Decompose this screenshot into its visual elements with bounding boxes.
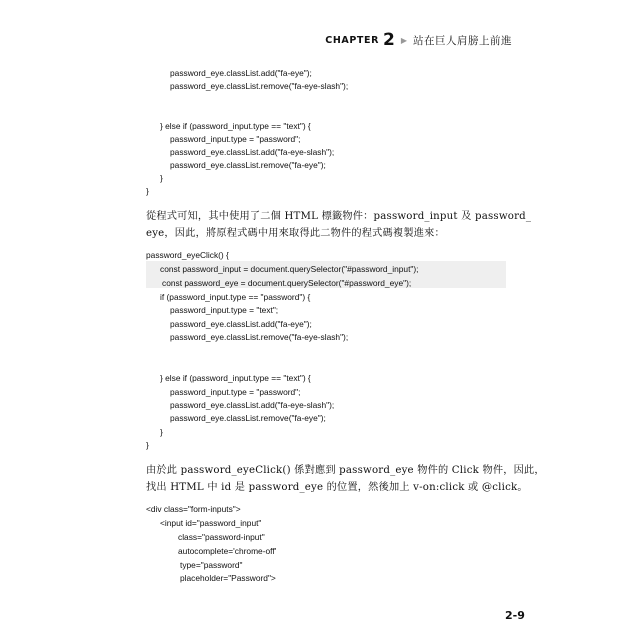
chapter-title: 站在巨人肩膀上前進: [413, 34, 512, 47]
code-line: password_eye.classList.remove("fa-eye-slash");: [170, 332, 349, 342]
code-line: }: [160, 427, 163, 437]
code-line: password_eye.classList.remove("fa-eye-slash");: [170, 81, 349, 91]
code-line: password_input.type = "password";: [170, 387, 301, 397]
code-line: } else if (password_input.type == "text") {: [160, 121, 311, 131]
code-line: }: [146, 186, 149, 196]
paragraph-line: 找出 HTML 中 id 是 password_eye 的位置，然後加上 v-on:click 或 @click。: [146, 482, 528, 493]
code-line: class="password-input": [178, 532, 265, 542]
code-line: password_eye.classList.add("fa-eye");: [170, 68, 312, 78]
running-header: [325, 30, 512, 50]
page-number: 2-9: [505, 609, 525, 622]
code-line: password_eye.classList.remove("fa-eye");: [170, 413, 326, 423]
chapter-label: CHAPTER: [325, 34, 379, 46]
code-line: type="password": [180, 560, 243, 570]
code-line: password_input.type = "password";: [170, 134, 301, 144]
code-line: <input id="password_input": [160, 518, 262, 528]
paragraph-line: 從程式可知，其中使用了二個 HTML 標籤物件：password_input 及 password_: [146, 211, 532, 222]
code-line: password_eye.classList.remove("fa-eye");: [170, 160, 326, 170]
code-line: placeholder="Password">: [180, 573, 276, 583]
code-line: <div class="form-inputs">: [146, 504, 241, 514]
code-line: }: [160, 173, 163, 183]
code-line: } else if (password_input.type == "text") {: [160, 373, 311, 383]
code-line: password_eyeClick() {: [146, 250, 229, 260]
paragraph-line: eye，因此，將原程式碼中用來取得此二物件的程式碼複製進來：: [146, 228, 445, 239]
paragraph-line: 由於此 password_eyeClick() 係對應到 password_eye 物件的 Click 物件，因此，: [146, 465, 545, 476]
code-line: }: [146, 440, 149, 450]
code-line: if (password_input.type == "password") {: [160, 292, 311, 302]
chapter-number: 2: [383, 29, 395, 50]
triangle-right-icon: ▶: [400, 35, 407, 45]
code-line: password_eye.classList.add("fa-eye-slash");: [170, 400, 335, 410]
code-line: const password_input = document.querySelector("#password_input");: [160, 264, 419, 274]
code-line: password_eye.classList.add("fa-eye");: [170, 319, 312, 329]
code-line: autocomplete='chrome-off': [178, 546, 277, 556]
code-line: const password_eye = document.querySelector("#password_eye");: [162, 278, 412, 288]
code-line: password_input.type = "text";: [170, 305, 279, 315]
code-line: password_eye.classList.add("fa-eye-slash");: [170, 147, 335, 157]
